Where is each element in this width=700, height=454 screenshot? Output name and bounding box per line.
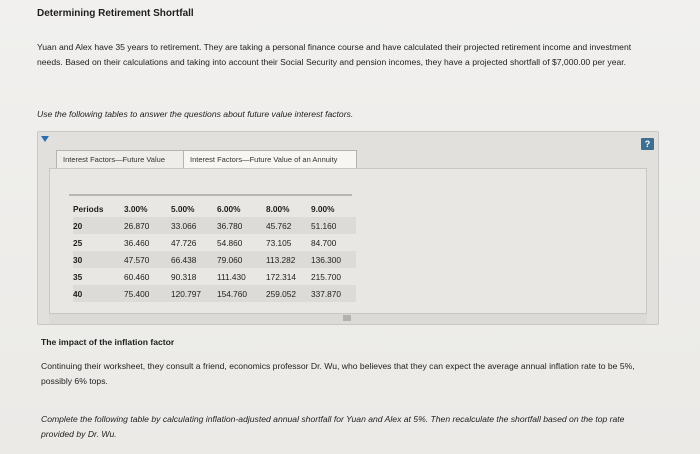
- factor-cell: 84.700: [311, 237, 337, 248]
- table-row: [73, 285, 356, 302]
- header-rate: 3.00%: [124, 203, 148, 214]
- factor-cell: 47.726: [171, 237, 197, 248]
- factor-cell: 90.318: [171, 271, 197, 282]
- factor-cell: 259.052: [266, 288, 296, 299]
- period-cell: 40: [73, 288, 83, 299]
- table-top-rule: [69, 194, 352, 196]
- factor-cell: 337.870: [311, 288, 341, 299]
- factor-cell: 54.860: [217, 237, 243, 248]
- factor-cell: 66.438: [171, 254, 197, 265]
- factor-cell: 33.066: [171, 220, 197, 231]
- table-header-row: [73, 200, 356, 217]
- table-row: [73, 217, 356, 234]
- collapse-triangle-icon[interactable]: [41, 136, 49, 142]
- table-row: [73, 268, 356, 285]
- period-cell: 25: [73, 237, 83, 248]
- factor-cell: 36.460: [124, 237, 150, 248]
- intro-paragraph: Yuan and Alex have 35 years to retirement. They are taking a personal finance course and have calculated their projected retirement income and investment needs. Based on their calculations and taking into account their Social Security and pension incomes, they have a projected shortfall of $7,000.00 per year.: [37, 42, 632, 67]
- factor-cell: 215.700: [311, 271, 341, 282]
- factor-cell: 136.300: [311, 254, 341, 265]
- tab-future-value-annuity[interactable]: Interest Factors—Future Value of an Annuity: [183, 150, 357, 170]
- factor-cell: 47.570: [124, 254, 150, 265]
- table-row: [73, 234, 356, 251]
- instruction-text: Use the following tables to answer the questions about future value interest factors.: [37, 109, 354, 119]
- header-rate: 6.00%: [217, 203, 241, 214]
- factor-cell: 79.060: [217, 254, 243, 265]
- tab-future-value[interactable]: Interest Factors—Future Value: [56, 150, 186, 170]
- factor-cell: 113.282: [266, 254, 296, 265]
- scrollbar-thumb[interactable]: [343, 315, 351, 321]
- factor-cell: 26.870: [124, 220, 150, 231]
- table-row: [73, 251, 356, 268]
- factor-cell: 75.400: [124, 288, 150, 299]
- header-rate: 5.00%: [171, 203, 195, 214]
- factor-cell: 45.762: [266, 220, 292, 231]
- header-rate: 9.00%: [311, 203, 335, 214]
- annuity-factor-table: [73, 200, 356, 302]
- period-cell: 20: [73, 220, 83, 231]
- help-icon[interactable]: ?: [641, 138, 654, 150]
- factor-cell: 73.105: [266, 237, 292, 248]
- inflation-paragraph: Continuing their worksheet, they consult a friend, economics professor Dr. Wu, who believes that they can expect the average annual inflation rate to be 5%, possibly 6% tops.: [41, 361, 635, 386]
- factor-cell: 111.430: [217, 271, 246, 282]
- header-rate: 8.00%: [266, 203, 290, 214]
- factor-cell: 51.160: [311, 220, 337, 231]
- factor-cell: 36.780: [217, 220, 243, 231]
- factor-cell: 60.460: [124, 271, 150, 282]
- factor-cell: 154.760: [217, 288, 247, 299]
- factor-cell: 172.314: [266, 271, 296, 282]
- inflation-heading: The impact of the inflation factor: [41, 337, 175, 347]
- task-instruction: Complete the following table by calculating inflation-adjusted annual shortfall for Yuan and Alex at 5%. Then recalculate the shortfall based on the top rate provided by Dr. Wu.: [41, 414, 625, 439]
- header-periods: Periods: [73, 203, 104, 214]
- period-cell: 30: [73, 254, 83, 265]
- page-title: Determining Retirement Shortfall: [37, 8, 194, 19]
- period-cell: 35: [73, 271, 83, 282]
- factor-cell: 120.797: [171, 288, 201, 299]
